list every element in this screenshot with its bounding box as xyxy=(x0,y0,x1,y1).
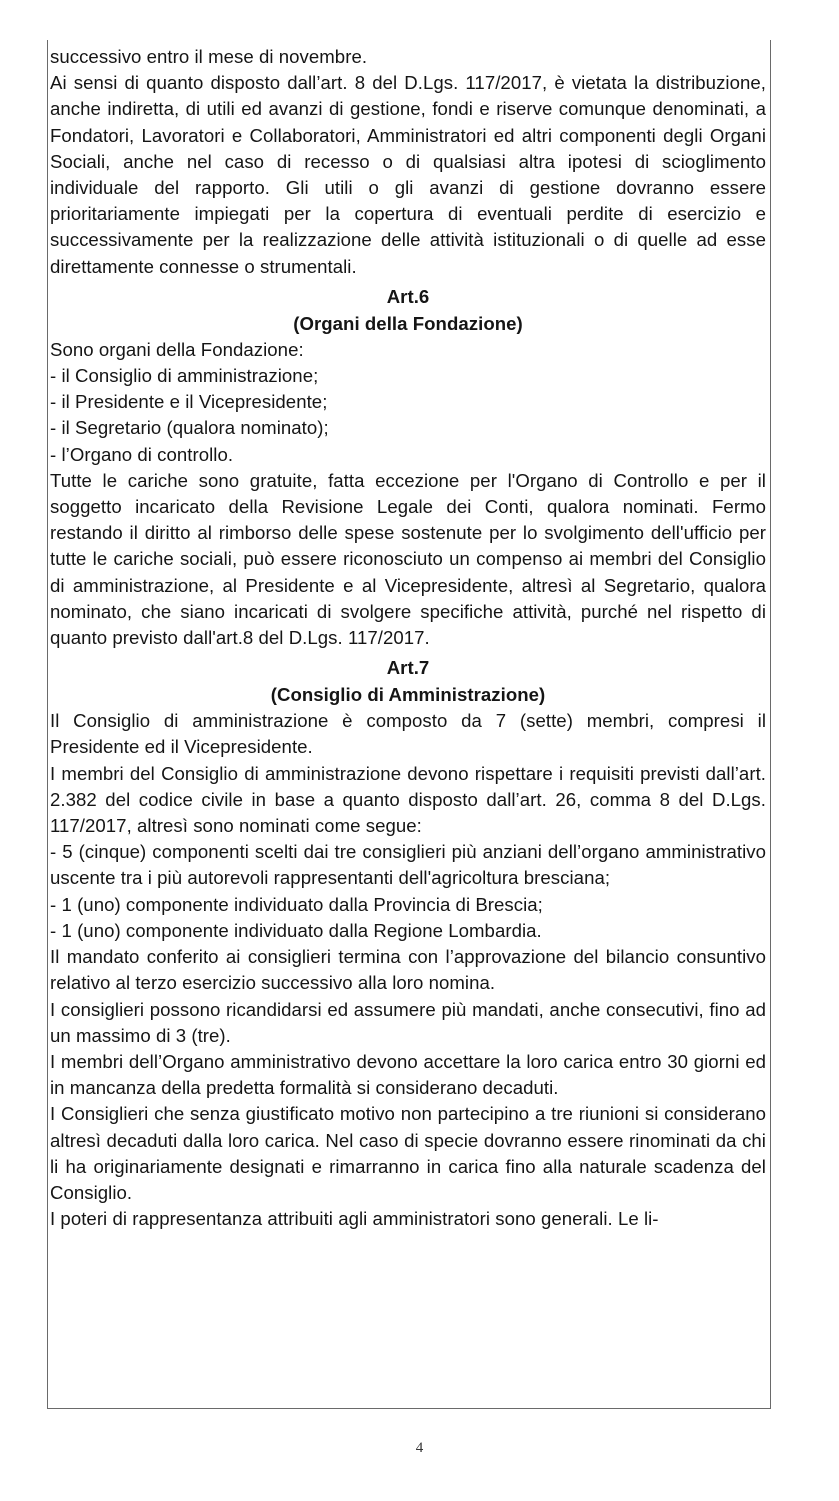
list-item: - 1 (uno) componente individuato dalla Provincia di Brescia; xyxy=(50,893,543,915)
article-7-number: Art.7 xyxy=(386,657,430,679)
list-item: - 1 (uno) componente individuato dalla Regione Lombardia. xyxy=(50,919,542,941)
article-6-title: (Organi della Fondazione) xyxy=(293,312,523,334)
paragraph: Sono organi della Fondazione: xyxy=(50,338,304,360)
paragraph: I Consiglieri che senza giustificato motivo non partecipino a tre riunioni si considerano altresì decaduti dalla loro carica. Nel caso di specie dovranno essere rinominati da chi li ha originariamente designati e rimarranno in carica fino alla naturale scadenza del Consiglio. xyxy=(50,1103,766,1203)
article-6-number: Art.6 xyxy=(386,285,430,307)
paragraph: Tutte le cariche sono gratuite, fatta eccezione per l'Organo di Controllo e per il soggetto incaricato della Revisione Legale dei Conti, qualora nominati. Fermo restando il diritto al rimborso delle spese sostenute per lo svolgimento dell'ufficio per tutte le cariche sociali, può essere riconosciuto un compenso ai membri del Consiglio di amministrazione, al Presidente e al Vicepresidente, altresì al Segretario, qualora nominato, che siano incaricati di svolgere specifiche attività, purché nel rispetto di quanto previsto dall'art.8 del D.Lgs. 117/2017. xyxy=(50,469,766,649)
list-item: - 5 (cinque) componenti scelti dai tre consiglieri più anziani dell’organo amministrativo uscente tra i più autorevoli rappresentanti dell'agricoltura bresciana; xyxy=(50,841,766,889)
paragraph: I poteri di rappresentanza attribuiti agli amministratori sono generali. Le li- xyxy=(50,1208,659,1230)
paragraph: I membri dell’Organo amministrativo devono accettare la loro carica entro 30 giorni ed in mancanza della predetta formalità si considerano decaduti. xyxy=(50,1050,766,1099)
paragraph-distribution-ban: Ai sensi di quanto disposto dall’art. 8 del D.Lgs. 117/2017, è vietata la distribuzione, anche indiretta, di utili ed avanzi di gestione, fondi e riserve comunque denominati, a Fondatori, Lavoratori e Collaboratori, Amministratori ed altri componenti degli Organi Sociali, anche nel caso di recesso o di qualsiasi altra ipotesi di scioglimento individuale del rapporto. Gli utili o gli avanzi di gestione dovranno essere prioritariamente impiegati per la copertura di eventuali perdite di esercizio e successivamente per la realizzazione delle attività istituzionali o di quelle ad esse direttamente connesse o strumentali. xyxy=(50,72,766,277)
paragraph: Il Consiglio di amministrazione è composto da 7 (sette) membri, compresi il Presidente ed il Vicepresidente. xyxy=(50,710,766,758)
page-number: 4 xyxy=(415,1440,424,1456)
article-7-title: (Consiglio di Amministrazione) xyxy=(270,684,546,706)
document-body xyxy=(50,44,766,1232)
paragraph: Il mandato conferito ai consiglieri termina con l’approvazione del bilancio consuntivo relativo al terzo esercizio successivo alla loro nomina. xyxy=(50,946,766,994)
list-item: - il Segretario (qualora nominato); xyxy=(50,417,329,439)
paragraph: I membri del Consiglio di amministrazione devono rispettare i requisiti previsti dall’art. 2.382 del codice civile in base a quanto disposto dall’art. 26, comma 8 del D.Lgs. 117/2017, altresì sono nominati come segue: xyxy=(50,762,766,837)
paragraph: successivo entro il mese di novembre. xyxy=(50,46,368,67)
list-item: - il Presidente e il Vicepresidente; xyxy=(50,391,328,413)
paragraph: I consiglieri possono ricandidarsi ed assumere più mandati, anche consecutivi, fino ad un massimo di 3 (tre). xyxy=(50,998,766,1046)
list-item: - il Consiglio di amministrazione; xyxy=(50,365,319,387)
list-item: - l’Organo di controllo. xyxy=(50,443,234,465)
